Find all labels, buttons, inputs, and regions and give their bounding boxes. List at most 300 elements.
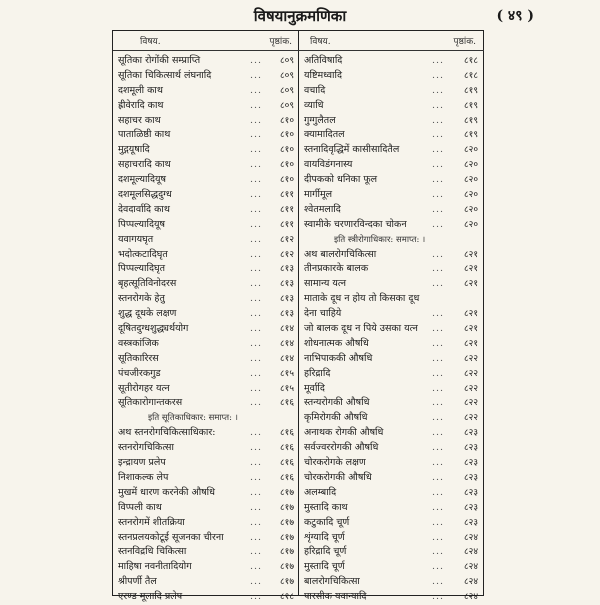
entry-page-number: ८२४	[463, 562, 478, 573]
leader-dots: ...	[432, 382, 445, 394]
index-entry	[304, 396, 478, 411]
entry-title: मुस्तादि चूर्ण	[304, 561, 345, 573]
page-label: पृष्ठांक.	[453, 37, 476, 47]
leader-dots: ...	[250, 308, 263, 320]
entry-page-number: ८११	[279, 219, 294, 230]
subject-label: विषय.	[310, 37, 331, 47]
index-entry	[118, 575, 294, 590]
page-title: विषयानुक्रमणिका	[253, 7, 347, 25]
entry-title: पिप्पल्यादियूष	[118, 218, 165, 230]
entry-title: यवागयघृत	[118, 233, 154, 245]
index-entry	[304, 337, 478, 352]
entry-page-number: ८१९	[463, 100, 478, 111]
entry-title: स्तनरोगके हेतु	[118, 293, 165, 305]
page-number: ( ४९ )	[496, 8, 534, 24]
entry-title: स्तनविद्रधि चिकित्सा	[118, 546, 187, 558]
entry-page-number: ८१६	[279, 443, 294, 454]
entry-page-number: ८१२	[279, 249, 294, 260]
leader-dots: ...	[432, 129, 445, 141]
leader-dots: ...	[432, 69, 445, 81]
leader-dots: ...	[432, 263, 445, 275]
leader-dots: ...	[250, 248, 263, 260]
entry-title: सूतिका रोगोंकी सम्प्राप्ति	[118, 55, 201, 66]
leader-dots: ...	[432, 203, 445, 215]
leader-dots: ...	[250, 367, 263, 379]
index-entry	[118, 516, 294, 531]
entry-title: निशाकल्क लेप	[118, 471, 169, 483]
entry-page-number: ८२२	[463, 368, 478, 379]
leader-dots: ...	[432, 248, 445, 260]
index-entry	[304, 69, 478, 84]
leader-dots: ...	[250, 576, 263, 588]
index-entry	[118, 382, 294, 397]
leader-dots: ...	[250, 174, 263, 186]
leader-dots: ...	[432, 457, 445, 469]
index-entry	[118, 456, 294, 471]
entry-page-number: ८२४	[463, 547, 478, 558]
entry-title: स्तनप्रलयकोटूई सूजनका चीरना	[118, 531, 224, 543]
left-column-header	[140, 34, 292, 48]
entry-page-number: ८०९	[279, 56, 294, 66]
entry-page-number: ८१८	[463, 70, 478, 81]
entry-title: पारसीक यवान्यादि	[304, 591, 367, 603]
leader-dots: ...	[250, 442, 263, 454]
leader-dots: ...	[432, 352, 445, 364]
entry-page-number: ८२१	[463, 249, 478, 260]
index-entry	[118, 411, 294, 426]
entry-page-number: ८१७	[279, 502, 294, 513]
index-entry	[118, 188, 294, 203]
entry-title: सहाचर काथ	[118, 114, 161, 126]
index-entry	[304, 471, 478, 486]
leader-dots: ...	[432, 501, 445, 513]
entry-page-number: ८१९	[463, 115, 478, 126]
index-entry	[304, 143, 478, 158]
right-column-header	[310, 34, 476, 48]
entry-page-number: ८२०	[463, 219, 478, 230]
leader-dots: ...	[250, 471, 263, 483]
entry-title: दशमूली काथ	[118, 84, 163, 96]
entry-title: विप्पली काथ	[118, 501, 162, 513]
entry-page-number: ८२३	[463, 443, 478, 454]
index-entry	[118, 84, 294, 99]
index-entry	[304, 367, 478, 382]
entry-title: दशमूल्यादियूष	[118, 174, 167, 186]
entry-page-number: ८१३	[279, 309, 294, 320]
entry-title: स्तनरोगमें शीतक्रिया	[118, 516, 185, 528]
leader-dots: ...	[250, 263, 263, 275]
entry-title: स्तनरोगचिकित्सा	[118, 442, 174, 454]
entry-title: मूर्वादि	[304, 382, 325, 394]
entry-title: शोधनात्मक औषधि	[304, 337, 369, 349]
entry-page-number: ८१७	[279, 577, 294, 588]
entry-title: अतिविषादि	[304, 55, 343, 66]
index-entry	[118, 486, 294, 501]
entry-title: हरिद्रादि चूर्ण	[304, 546, 347, 558]
index-entry	[118, 114, 294, 129]
entry-page-number: ८२२	[463, 353, 478, 364]
leader-dots: ...	[432, 576, 445, 588]
entry-page-number: ८२२	[463, 398, 478, 409]
leader-dots: ...	[250, 516, 263, 528]
entry-page-number: ८२०	[463, 190, 478, 201]
leader-dots: ...	[250, 382, 263, 394]
entry-title: व्याधि	[304, 99, 324, 111]
entry-page-number: ८२१	[463, 338, 478, 349]
entry-title: जो बालक दूध न पिये उसका यत्न	[304, 323, 418, 335]
index-entry	[118, 471, 294, 486]
entry-title: मुखमें धारण करनेकी औषधि	[118, 486, 215, 498]
entry-title: यष्टिमध्वादि	[304, 69, 343, 81]
leader-dots: ...	[432, 174, 445, 186]
entry-page-number: ८१५	[279, 368, 294, 379]
leader-dots: ...	[250, 591, 263, 603]
index-entry	[304, 84, 478, 99]
index-entry	[304, 382, 478, 397]
index-entry	[304, 322, 478, 337]
right-column	[304, 54, 478, 605]
entry-title: स्वामीके चरणारविन्दका चोकन	[304, 218, 407, 230]
entry-page-number: ८०९	[279, 100, 294, 111]
leader-dots: ...	[432, 114, 445, 126]
entry-title: सर्वज्वररोगकी औषधि	[304, 442, 379, 454]
entry-title: शुद्ध दूधके लक्षण	[118, 308, 177, 320]
index-entry	[118, 143, 294, 158]
index-entry	[118, 396, 294, 411]
entry-title: अथ बालरोगचिकित्सा	[304, 248, 377, 260]
index-entry	[304, 277, 478, 292]
index-entry	[118, 337, 294, 352]
index-entry	[304, 590, 478, 605]
header-rule	[113, 50, 484, 51]
leader-dots: ...	[432, 159, 445, 171]
leader-dots: ...	[432, 144, 445, 156]
index-entry	[118, 218, 294, 233]
leader-dots: ...	[250, 546, 263, 558]
index-entry	[304, 292, 478, 307]
entry-page-number: ८१४	[279, 338, 294, 349]
entry-page-number: ८२०	[463, 175, 478, 186]
leader-dots: ...	[432, 367, 445, 379]
leader-dots: ...	[250, 233, 263, 245]
entry-title: अलम्बादि	[304, 486, 337, 498]
entry-page-number: ८१७	[279, 547, 294, 558]
entry-page-number: ८२४	[463, 577, 478, 588]
entry-title: दशमूलसिद्धदुग्ध	[118, 189, 172, 201]
leader-dots: ...	[250, 218, 263, 230]
index-entry	[118, 292, 294, 307]
index-entry	[304, 233, 478, 248]
index-entry	[304, 411, 478, 426]
entry-title: माताके दूध न होय तो किसका दूध	[304, 293, 420, 305]
entry-title: सूतिकारोगान्तकरस	[118, 397, 183, 409]
entry-page-number: ८१६	[279, 458, 294, 469]
entry-title: बृहत्सूतिविनोदरस	[118, 278, 177, 290]
leader-dots: ...	[250, 99, 263, 111]
entry-title: बालरोगचिकित्सा	[304, 576, 360, 588]
entry-title: वस्त्रकांजिक	[118, 337, 159, 349]
index-entry	[304, 545, 478, 560]
index-entry	[304, 173, 478, 188]
entry-title: श्वेतमलादि	[304, 203, 341, 215]
leader-dots: ...	[432, 189, 445, 201]
entry-title: ह्रीवेरादि काथ	[118, 99, 164, 111]
index-entry	[304, 352, 478, 367]
leader-dots: ...	[432, 561, 445, 573]
entry-title: अनाथक रोगकी औषधि	[304, 427, 384, 439]
entry-title: सूतीरोगहर यत्न	[118, 382, 170, 394]
leader-dots: ...	[250, 561, 263, 573]
entry-title: इन्द्रायण प्रलेप	[118, 457, 166, 469]
entry-page-number: ८२४	[463, 592, 478, 603]
entry-title: हरिद्रादि	[304, 367, 331, 379]
index-entry	[304, 307, 478, 322]
leader-dots: ...	[432, 308, 445, 320]
entry-page-number: ८१३	[279, 294, 294, 305]
entry-title: श्रीपर्णी तैल	[118, 576, 157, 588]
entry-title: माहिषा नवनीतादियोग	[118, 561, 192, 573]
entry-page-number: ८१७	[279, 517, 294, 528]
entry-page-number: ८१०	[279, 175, 294, 186]
leader-dots: ...	[432, 546, 445, 558]
entry-title: देना चाहिये	[304, 308, 342, 320]
index-entry	[304, 456, 478, 471]
leader-dots: ...	[250, 55, 263, 66]
page-header	[0, 4, 600, 26]
index-entry	[118, 307, 294, 322]
leader-dots: ...	[432, 278, 445, 290]
index-entry	[118, 545, 294, 560]
leader-dots: ...	[432, 442, 445, 454]
index-entry	[118, 531, 294, 546]
entry-page-number: ८१७	[279, 487, 294, 498]
entry-title: दूषितदुग्धशुद्ध्यर्थयोग	[118, 323, 189, 335]
leader-dots: ...	[432, 397, 445, 409]
index-entry	[304, 560, 478, 575]
entry-title: सूतिकारिरस	[118, 352, 159, 364]
leader-dots: ...	[250, 203, 263, 215]
entry-page-number: ८२३	[463, 487, 478, 498]
index-entry	[118, 367, 294, 382]
entry-title: पाताळिष्ठी काथ	[118, 129, 171, 141]
entry-title: दीपकको धनिका फूल	[304, 174, 378, 186]
entry-title: मुस्तादि काथ	[304, 501, 348, 513]
index-entry	[304, 218, 478, 233]
leader-dots: ...	[250, 427, 263, 439]
entry-page-number: ८०९	[279, 85, 294, 96]
leader-dots: ...	[250, 84, 263, 96]
entry-page-number: ८१३	[279, 264, 294, 275]
leader-dots: ...	[250, 397, 263, 409]
leader-dots: ...	[432, 323, 445, 335]
entry-page-number: ८१३	[279, 279, 294, 290]
leader-dots: ...	[250, 278, 263, 290]
entry-page-number: ८१०	[279, 130, 294, 141]
entry-page-number: ८२३	[463, 517, 478, 528]
entry-page-number: ८२०	[463, 204, 478, 215]
leader-dots: ...	[250, 69, 263, 81]
entry-title: देवदार्वादि काथ	[118, 203, 170, 215]
page-label: पृष्ठांक.	[269, 37, 292, 47]
entry-title: शृंग्यादि चूर्ण	[304, 531, 345, 543]
leader-dots: ...	[432, 471, 445, 483]
entry-title: चोरकरोगकी औषधि	[304, 471, 372, 483]
index-entry	[304, 54, 478, 69]
index-entry	[118, 441, 294, 456]
index-entry	[304, 575, 478, 590]
leader-dots: ...	[250, 129, 263, 141]
index-entry	[118, 158, 294, 173]
entry-page-number: ८१४	[279, 353, 294, 364]
index-entry	[304, 441, 478, 456]
entry-title: सामान्य यत्न	[304, 278, 347, 290]
entry-title: कृमिरोगकी औषधि	[304, 412, 368, 424]
column-divider	[298, 30, 299, 596]
leader-dots: ...	[250, 486, 263, 498]
entry-page-number: ८१७	[279, 562, 294, 573]
leader-dots: ...	[250, 144, 263, 156]
entry-title: स्तन्यरोगकी औषधि	[304, 397, 370, 409]
leader-dots: ...	[250, 457, 263, 469]
entry-title: वचादि	[304, 84, 326, 96]
entry-title: पंचजीरकगुड	[118, 367, 161, 379]
index-entry	[118, 322, 294, 337]
index-entry	[118, 69, 294, 84]
index-entry	[118, 99, 294, 114]
leader-dots: ...	[432, 412, 445, 424]
entry-title: मार्गीमूल	[304, 189, 333, 201]
entry-page-number: ८१६	[279, 428, 294, 439]
index-entry	[304, 128, 478, 143]
entry-title: एरण्ड मूलादि प्रलेप	[118, 591, 183, 603]
index-entry	[304, 203, 478, 218]
entry-page-number: ८१२	[279, 234, 294, 245]
entry-title: पिप्पल्यादिघृत	[118, 263, 166, 275]
entry-page-number: ८१६	[279, 398, 294, 409]
leader-dots: ...	[432, 486, 445, 498]
entry-page-number: ८१०	[279, 145, 294, 156]
leader-dots: ...	[432, 516, 445, 528]
index-entry	[304, 114, 478, 129]
entry-page-number: ८१९	[463, 85, 478, 96]
entry-page-number: ८१७	[279, 532, 294, 543]
index-entry	[118, 560, 294, 575]
index-entry	[118, 173, 294, 188]
entry-title: स्तनादिवृद्धिमें कासीसादितैल	[304, 144, 400, 156]
leader-dots: ...	[432, 99, 445, 111]
leader-dots: ...	[432, 531, 445, 543]
entry-page-number: ८१८	[279, 592, 294, 603]
entry-page-number: ८१९	[463, 130, 478, 141]
entry-page-number: ८१८	[463, 56, 478, 66]
entry-title: कटुकादि चूर्ण	[304, 516, 350, 528]
entry-page-number: ८२२	[463, 413, 478, 424]
leader-dots: ...	[432, 55, 445, 66]
entry-title: सूतिका चिकित्सार्थ लंघनादि	[118, 69, 212, 81]
entry-title: मुद्गयूषादि	[118, 144, 150, 156]
leader-dots: ...	[250, 114, 263, 126]
index-entry	[304, 426, 478, 441]
entry-title: गुग्गुलैतल	[304, 114, 336, 126]
index-entry	[304, 516, 478, 531]
index-entry	[118, 277, 294, 292]
index-entry	[304, 531, 478, 546]
index-entry	[304, 486, 478, 501]
index-entry	[118, 203, 294, 218]
index-entry	[118, 590, 294, 605]
entry-title: अथ स्तनरोगचिकित्साधिकार:	[118, 427, 216, 439]
entry-page-number: ८१५	[279, 383, 294, 394]
leader-dots: ...	[432, 218, 445, 230]
leader-dots: ...	[432, 427, 445, 439]
entry-page-number: ८१०	[279, 160, 294, 171]
entry-title: तीनप्रकारके बालक	[304, 263, 369, 275]
index-entry	[304, 262, 478, 277]
entry-title: इति सूतिकाधिकार: समाप्त: ।	[148, 413, 238, 424]
entry-page-number: ८११	[279, 204, 294, 215]
entry-page-number: ८२१	[463, 264, 478, 275]
entry-page-number: ८२१	[463, 324, 478, 335]
entry-page-number: ८२३	[463, 428, 478, 439]
index-entry	[118, 233, 294, 248]
leader-dots: ...	[432, 84, 445, 96]
leader-dots: ...	[250, 352, 263, 364]
leader-dots: ...	[250, 501, 263, 513]
subject-label: विषय.	[140, 37, 161, 47]
leader-dots: ...	[250, 531, 263, 543]
leader-dots: ...	[250, 159, 263, 171]
index-entry	[118, 426, 294, 441]
leader-dots: ...	[250, 323, 263, 335]
index-entry	[304, 158, 478, 173]
left-column	[118, 54, 294, 605]
entry-page-number: ८१६	[279, 472, 294, 483]
index-entry	[118, 128, 294, 143]
entry-title: इति स्त्रीरोगाधिकार: समाप्त: ।	[334, 234, 426, 245]
leader-dots: ...	[432, 337, 445, 349]
leader-dots: ...	[250, 293, 263, 305]
entry-page-number: ८२१	[463, 279, 478, 290]
index-entry	[304, 99, 478, 114]
entry-page-number: ८२३	[463, 502, 478, 513]
entry-title: नाभिपाककी औषधि	[304, 352, 373, 364]
index-entry	[118, 54, 294, 69]
index-entry	[118, 248, 294, 263]
entry-page-number: ८२३	[463, 472, 478, 483]
leader-dots: ...	[250, 189, 263, 201]
entry-page-number: ८२२	[463, 383, 478, 394]
entry-title: चोरकरोगके लक्षण	[304, 457, 366, 469]
entry-page-number: ८१४	[279, 324, 294, 335]
entry-title: भदोत्कटादिघृत	[118, 248, 168, 260]
entry-title: वायविडंगनास्य	[304, 159, 353, 171]
entry-page-number: ८०९	[279, 70, 294, 81]
entry-page-number: ८२०	[463, 160, 478, 171]
index-entry	[304, 501, 478, 516]
leader-dots: ...	[250, 337, 263, 349]
entry-page-number: ८११	[279, 190, 294, 201]
entry-title: क्यामादितल	[304, 129, 345, 141]
entry-page-number: ८२१	[463, 309, 478, 320]
index-entry	[118, 352, 294, 367]
entry-title: सहाचरादि काथ	[118, 159, 171, 171]
index-entry	[118, 262, 294, 277]
entry-page-number: ८१०	[279, 115, 294, 126]
leader-dots: ...	[432, 591, 445, 603]
entry-page-number: ८२०	[463, 145, 478, 156]
index-entry	[118, 501, 294, 516]
index-entry	[304, 248, 478, 263]
